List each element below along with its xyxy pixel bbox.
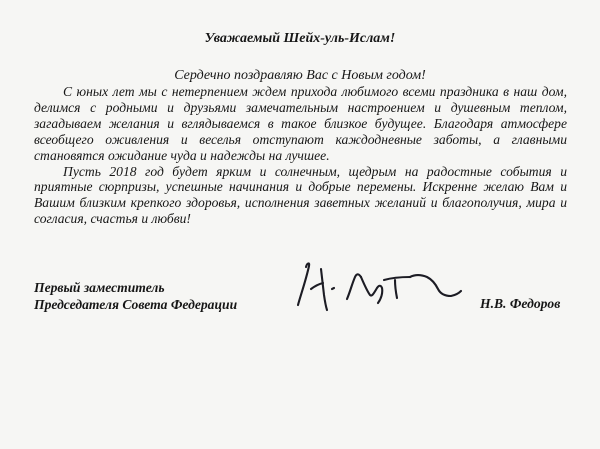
signer-position <box>34 279 237 313</box>
position-title-line-1: Первый заместитель <box>34 280 165 295</box>
signer-name: Н.В. Федоров <box>480 296 561 311</box>
body-paragraph-1: С юных лет мы с нетерпением ждем прихода любимого всеми праздника в наш дом, делимся с родными и друзьями замечательным настроением и душевным теплом, загадываем желания и вглядываемся в такое близкое будущее. Благодаря атмосфере всеобщего оживления и веселья отступают каждодневные заботы, а главными становятся ожидание чуда и надежды на лучшее. <box>34 84 567 163</box>
position-title-line-2: Председателя Совета Федерации <box>34 297 238 312</box>
greeting-line: Сердечно поздравляю Вас с Новым годом! <box>174 68 426 83</box>
body-paragraph-2: Пусть 2018 год будет ярким и солнечным, щедрым на радостные события и приятные сюрпризы, успешные начинания и добрые перемены. Искренне желаю Вам и Вашим близким крепкого здоровья, исполнения заветных желаний и благополучия, мира и согласия, счастья и любви! <box>34 163 567 227</box>
letter-body <box>34 84 567 227</box>
salutation: Уважаемый Шейх-уль-Ислам! <box>204 31 396 46</box>
handwritten-signature <box>288 258 463 324</box>
